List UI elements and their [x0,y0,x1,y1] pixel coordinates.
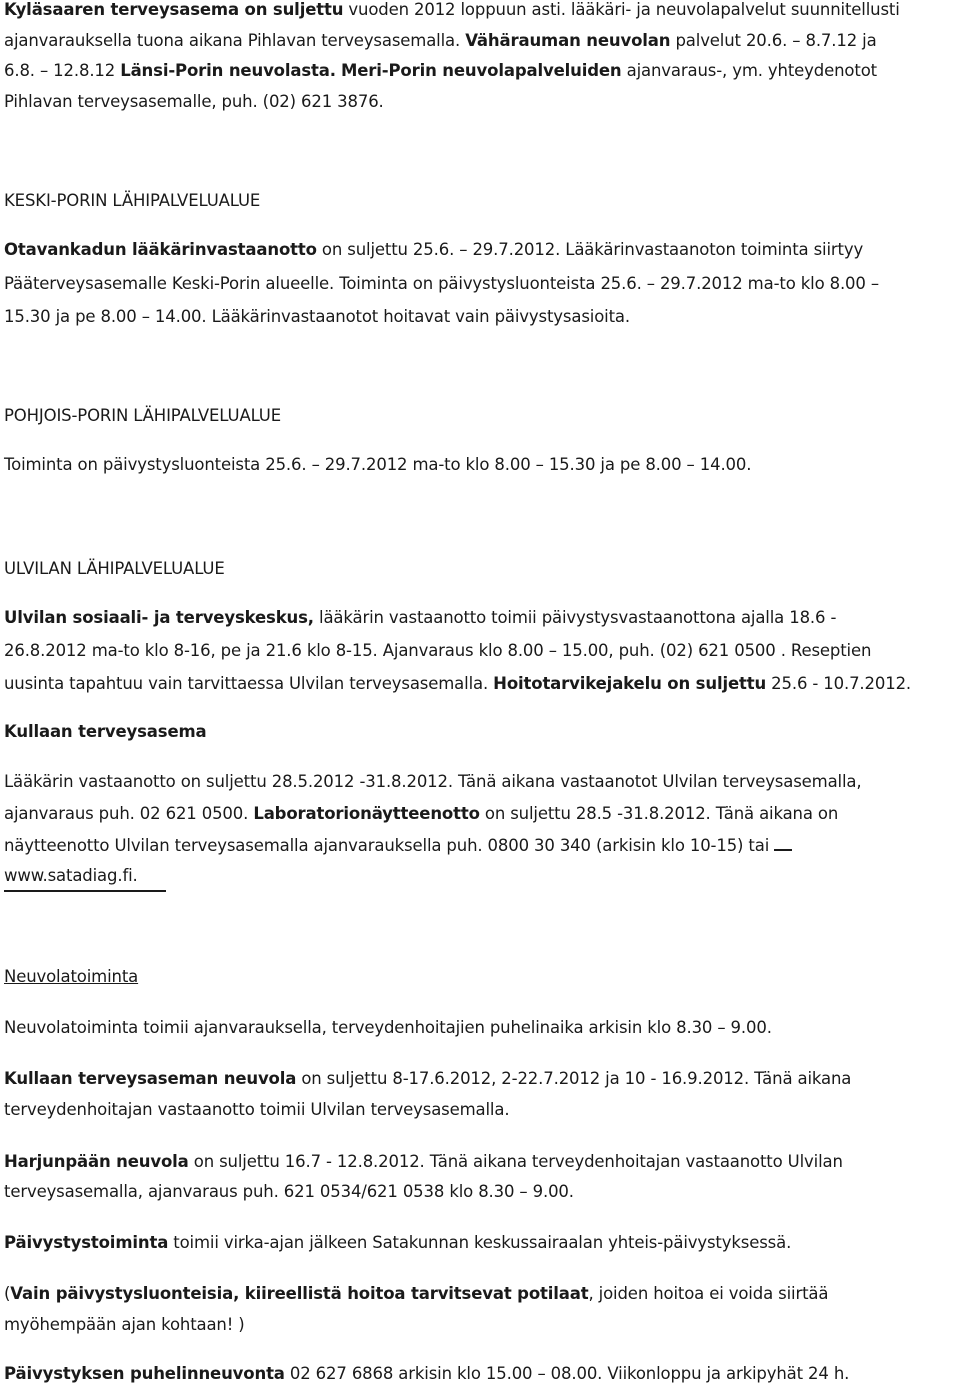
keski-line-2: Pääterveysasemalle Keski-Porin alueelle. Toiminta on päivystysluonteista 25.6. – 29.7.2012 ma-to klo 8.00 – [4,274,879,293]
underline-blank [774,835,792,851]
ulvila-line-1: Ulvilan sosiaali- ja terveyskeskus, lääkärin vastaanotto toimii päivystysvastaanottona ajalla 18.6 - [4,608,837,627]
note-line-2: myöhempään ajan kohtaan! ) [4,1315,245,1334]
neuvola-p3-line-1: Harjunpään neuvola on suljettu 16.7 - 12.8.2012. Tänä aikana terveydenhoitajan vastaanotto Ulvilan [4,1152,843,1171]
ulvila-center-bold: Ulvilan sosiaali- ja terveyskeskus, [4,608,314,627]
intro-text: 6.8. – 12.8.12 [4,61,121,80]
ulvila-line-3: uusinta tapahtuu vain tarvittaessa Ulvilan terveysasemalla. Hoitotarvikejakelu on suljettu 25.6 - 10.7.2012. [4,674,912,693]
pohjois-line-1: Toiminta on päivystysluonteista 25.6. – 29.7.2012 ma-to klo 8.00 – 15.30 ja pe 8.00 – 14.00. [4,455,752,474]
ulvila-heading: ULVILAN LÄHIPALVELUALUE [4,559,225,578]
paivystystoiminta-bold: Päivystystoiminta [4,1233,169,1252]
kylasaari-closed-bold: Kyläsaaren terveysasema on suljettu [4,0,344,19]
ulvila-line-2: 26.8.2012 ma-to klo 8-16, pe ja 21.6 klo 8-15. Ajanvaraus klo 8.00 – 15.00, puh. (02) 621 0500 . Reseptien [4,641,872,660]
kullaa-line-3: näytteenotto Ulvilan terveysasemalla ajanvarauksella puh. 0800 30 340 (arkisin klo 10-15) tai [4,835,792,856]
link-underline-rule [4,890,166,892]
harjunpaa-bold: Harjunpään neuvola [4,1152,189,1171]
meri-pori-bold: Meri-Porin neuvolapalveluiden [340,61,622,80]
neuvola-p2-line-1: Kullaan terveysaseman neuvola on suljettu 8-17.6.2012, 2-22.7.2012 ja 10 - 16.9.2012. Tänä aikana [4,1069,852,1088]
intro-text: ajanvarauksella tuona aikana Pihlavan terveysasemalla. [4,31,466,50]
satadiag-link[interactable]: www.satadiag.fi. [4,866,138,885]
hoitotarvike-bold: Hoitotarvikejakelu on suljettu [493,674,767,693]
emergency-note-bold: Vain päivystysluonteisia, kiireellistä hoitoa tarvitsevat potilaat [10,1284,589,1303]
intro-line-2 [4,31,877,51]
kullaa-neuvola-bold: Kullaan terveysaseman neuvola [4,1069,297,1088]
intro-line-1 [4,0,900,20]
phone-advice-line: Päivystyksen puhelinneuvonta 02 627 6868 arkisin klo 15.00 – 08.00. Viikonloppu ja arkipyhät 24 h. [4,1364,850,1383]
intro-text: vuoden 2012 loppuun asti. lääkäri- ja neuvolapalvelut suunnitellusti [343,0,900,19]
neuvola-p1: Neuvolatoiminta toimii ajanvarauksella, terveydenhoitajien puhelinaika arkisin klo 8.30 – 9.00. [4,1018,772,1037]
keski-pori-heading: KESKI-PORIN LÄHIPALVELUALUE [4,191,261,210]
neuvola-p3-line-2: terveysasemalla, ajanvaraus puh. 621 0534/621 0538 klo 8.30 – 9.00. [4,1182,574,1201]
neuvolatoiminta-heading: Neuvolatoiminta [4,967,139,986]
vaharauma-bold: Vähärauman neuvolan [465,31,671,50]
otavankatu-bold: Otavankadun lääkärinvastaanotto [4,240,317,259]
pohjois-pori-heading: POHJOIS-PORIN LÄHIPALVELUALUE [4,406,282,425]
puhelinneuvonta-bold: Päivystyksen puhelinneuvonta [4,1364,285,1383]
kullaa-heading: Kullaan terveysasema [4,722,207,741]
kullaa-line-2: ajanvaraus puh. 02 621 0500. Laboratorionäytteenotto on suljettu 28.5 -31.8.2012. Tänä aikana on [4,804,839,823]
keski-line-3: 15.30 ja pe 8.00 – 14.00. Lääkärinvastaanotot hoitavat vain päivystysasioita. [4,307,630,326]
neuvola-p2-line-2: terveydenhoitajan vastaanotto toimii Ulvilan terveysasemalla. [4,1100,510,1119]
intro-line-4: Pihlavan terveysasemalle, puh. (02) 621 3876. [4,92,384,111]
kullaa-line-1: Lääkärin vastaanotto on suljettu 28.5.2012 -31.8.2012. Tänä aikana vastaanotot Ulvilan terveysasemalla, [4,772,862,791]
laboratorio-bold: Laboratorionäytteenotto [253,804,480,823]
lansi-pori-bold: Länsi-Porin neuvolasta. [120,61,336,80]
intro-line-3 [4,61,877,81]
paivystys-line: Päivystystoiminta toimii virka-ajan jälkeen Satakunnan keskussairaalan yhteis-päivystyksessä. [4,1233,792,1252]
intro-text: ajanvaraus-, ym. yhteydenotot [621,61,877,80]
keski-line-1: Otavankadun lääkärinvastaanotto on suljettu 25.6. – 29.7.2012. Lääkärinvastaanoton toiminta siirtyy [4,240,864,259]
intro-text: palvelut 20.6. – 8.7.12 ja [670,31,877,50]
note-line-1: (Vain päivystysluonteisia, kiireellistä hoitoa tarvitsevat potilaat, joiden hoitoa ei voida siirtää [4,1284,829,1303]
